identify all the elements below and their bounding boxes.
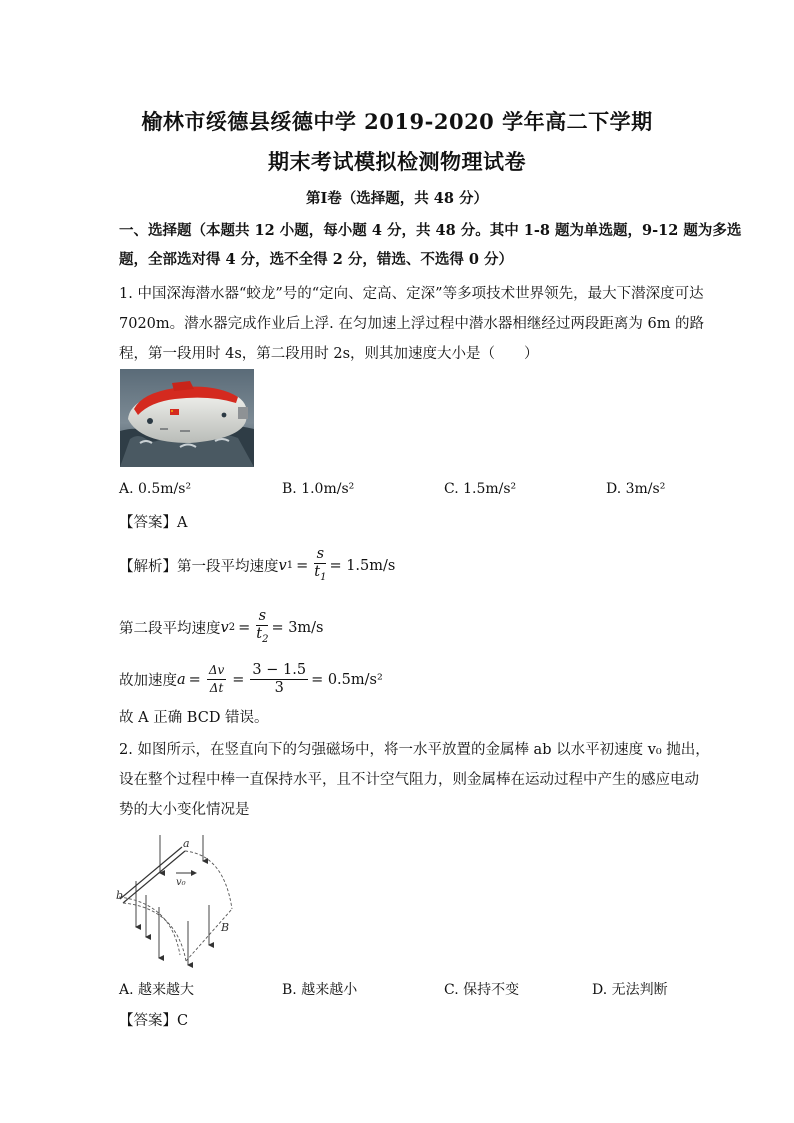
q1-option-d: D. 3m/s² bbox=[606, 481, 666, 497]
v1-symbol: v bbox=[278, 557, 287, 574]
section-header: 第Ⅰ卷（选择题，共 48 分） bbox=[305, 190, 489, 207]
exam-title-line2: 期末考试模拟检测物理试卷 bbox=[268, 149, 526, 174]
q1-analysis-line2: 第二段平均速度 v 2 = $\frac{s}{t_2}$ = 3m/s bbox=[119, 608, 324, 648]
a-symbol: a bbox=[177, 671, 186, 688]
v2-sub: 2 bbox=[228, 622, 236, 634]
v2-den-sub: 2 bbox=[262, 633, 269, 645]
fraction-denominator: 3 bbox=[274, 680, 284, 696]
v1-denominator: t bbox=[314, 564, 321, 580]
q1-option-b: B. 1.0m/s² bbox=[282, 481, 355, 497]
q2-answer: 【答案】C bbox=[119, 1013, 189, 1029]
q2-option-a: A. 越来越大 bbox=[119, 982, 195, 998]
v2-result: = 3m/s bbox=[271, 619, 324, 636]
v2-denominator: t bbox=[256, 626, 263, 642]
v1-fraction bbox=[314, 546, 326, 586]
q1-text-line3: 程，第一段用时 4s，第二段用时 2s，则其加速度大小是（ ） bbox=[119, 346, 539, 362]
a-result: = 0.5m/s² bbox=[311, 671, 383, 688]
q1-option-c: C. 1.5m/s² bbox=[444, 481, 517, 497]
q1-analysis-line3: 故加速度 a = $\frac{\Delta v}{\Delta t}$ = $\frac{3 - 1.5}{3}$ = 0.5m/s² bbox=[119, 662, 383, 696]
label-B: B bbox=[221, 921, 230, 934]
q2-diagram bbox=[116, 833, 246, 968]
q2-text-line1: 2. 如图所示，在竖直向下的匀强磁场中，将一水平放置的金属棒 ab 以水平初速度 v₀ 抛出， bbox=[119, 742, 710, 758]
v1-den-sub: 1 bbox=[320, 571, 327, 583]
label-b: b bbox=[116, 889, 124, 902]
accel-prefix: 故加速度 bbox=[119, 673, 177, 689]
line2-prefix: 第二段平均速度 bbox=[119, 621, 221, 638]
v2-fraction bbox=[256, 608, 268, 648]
instructions-line2: 题，全部选对得 4 分，选不全得 2 分，错选、不选得 0 分） bbox=[119, 251, 514, 268]
q2-option-d: D. 无法判断 bbox=[592, 982, 668, 998]
v2-symbol: v bbox=[220, 619, 229, 636]
dv: Δv bbox=[207, 662, 226, 680]
analysis-prefix: 【解析】第一段平均速度 bbox=[119, 559, 279, 576]
q1-option-a: A. 0.5m/s² bbox=[119, 481, 192, 497]
numeric-fraction bbox=[250, 662, 308, 697]
v1-result: = 1.5m/s bbox=[329, 557, 396, 574]
v1-sub: 1 bbox=[286, 560, 294, 572]
submersible-image bbox=[120, 369, 254, 467]
q1-answer: 【答案】A bbox=[119, 515, 188, 531]
q2-text-line2: 设在整个过程中棒一直保持水平，且不计空气阻力，则金属棒在运动过程中产生的感应电动 bbox=[119, 772, 699, 788]
q1-analysis-line1: 【解析】第一段平均速度 v 1 = $\frac{s}{t_1}$ = 1.5m/s bbox=[119, 546, 395, 586]
fraction-numerator: 3 − 1.5 bbox=[252, 662, 307, 678]
instructions-line1: 一、选择题（本题共 12 小题，每小题 4 分，共 48 分。其中 1-8 题为单选题，9-12 题为多选 bbox=[119, 222, 742, 239]
q2-option-b: B. 越来越小 bbox=[282, 982, 358, 998]
q2-text-line3: 势的大小变化情况是 bbox=[119, 802, 250, 818]
label-a: a bbox=[183, 837, 190, 850]
v1-numerator: s bbox=[314, 546, 326, 564]
label-v0: v₀ bbox=[176, 877, 186, 888]
q1-text-line2: 7020m。潜水器完成作业后上浮. 在匀加速上浮过程中潜水器相继经过两段距离为 6m 的路 bbox=[119, 316, 705, 332]
dv-dt-fraction bbox=[207, 662, 226, 697]
exam-title-line1: 榆林市绥德县绥德中学 2019-2020 学年高二下学期 bbox=[141, 109, 653, 134]
q1-text-line1: 1. 中国深海潜水器“蛟龙”号的“定向、定高、定深”等多项技术世界领先，最大下潜深度可达 bbox=[119, 286, 704, 302]
q1-conclusion: 故 A 正确 BCD 错误。 bbox=[119, 710, 269, 726]
dt: Δt bbox=[209, 681, 224, 695]
v2-numerator: s bbox=[256, 608, 268, 626]
q2-option-c: C. 保持不变 bbox=[444, 982, 520, 998]
